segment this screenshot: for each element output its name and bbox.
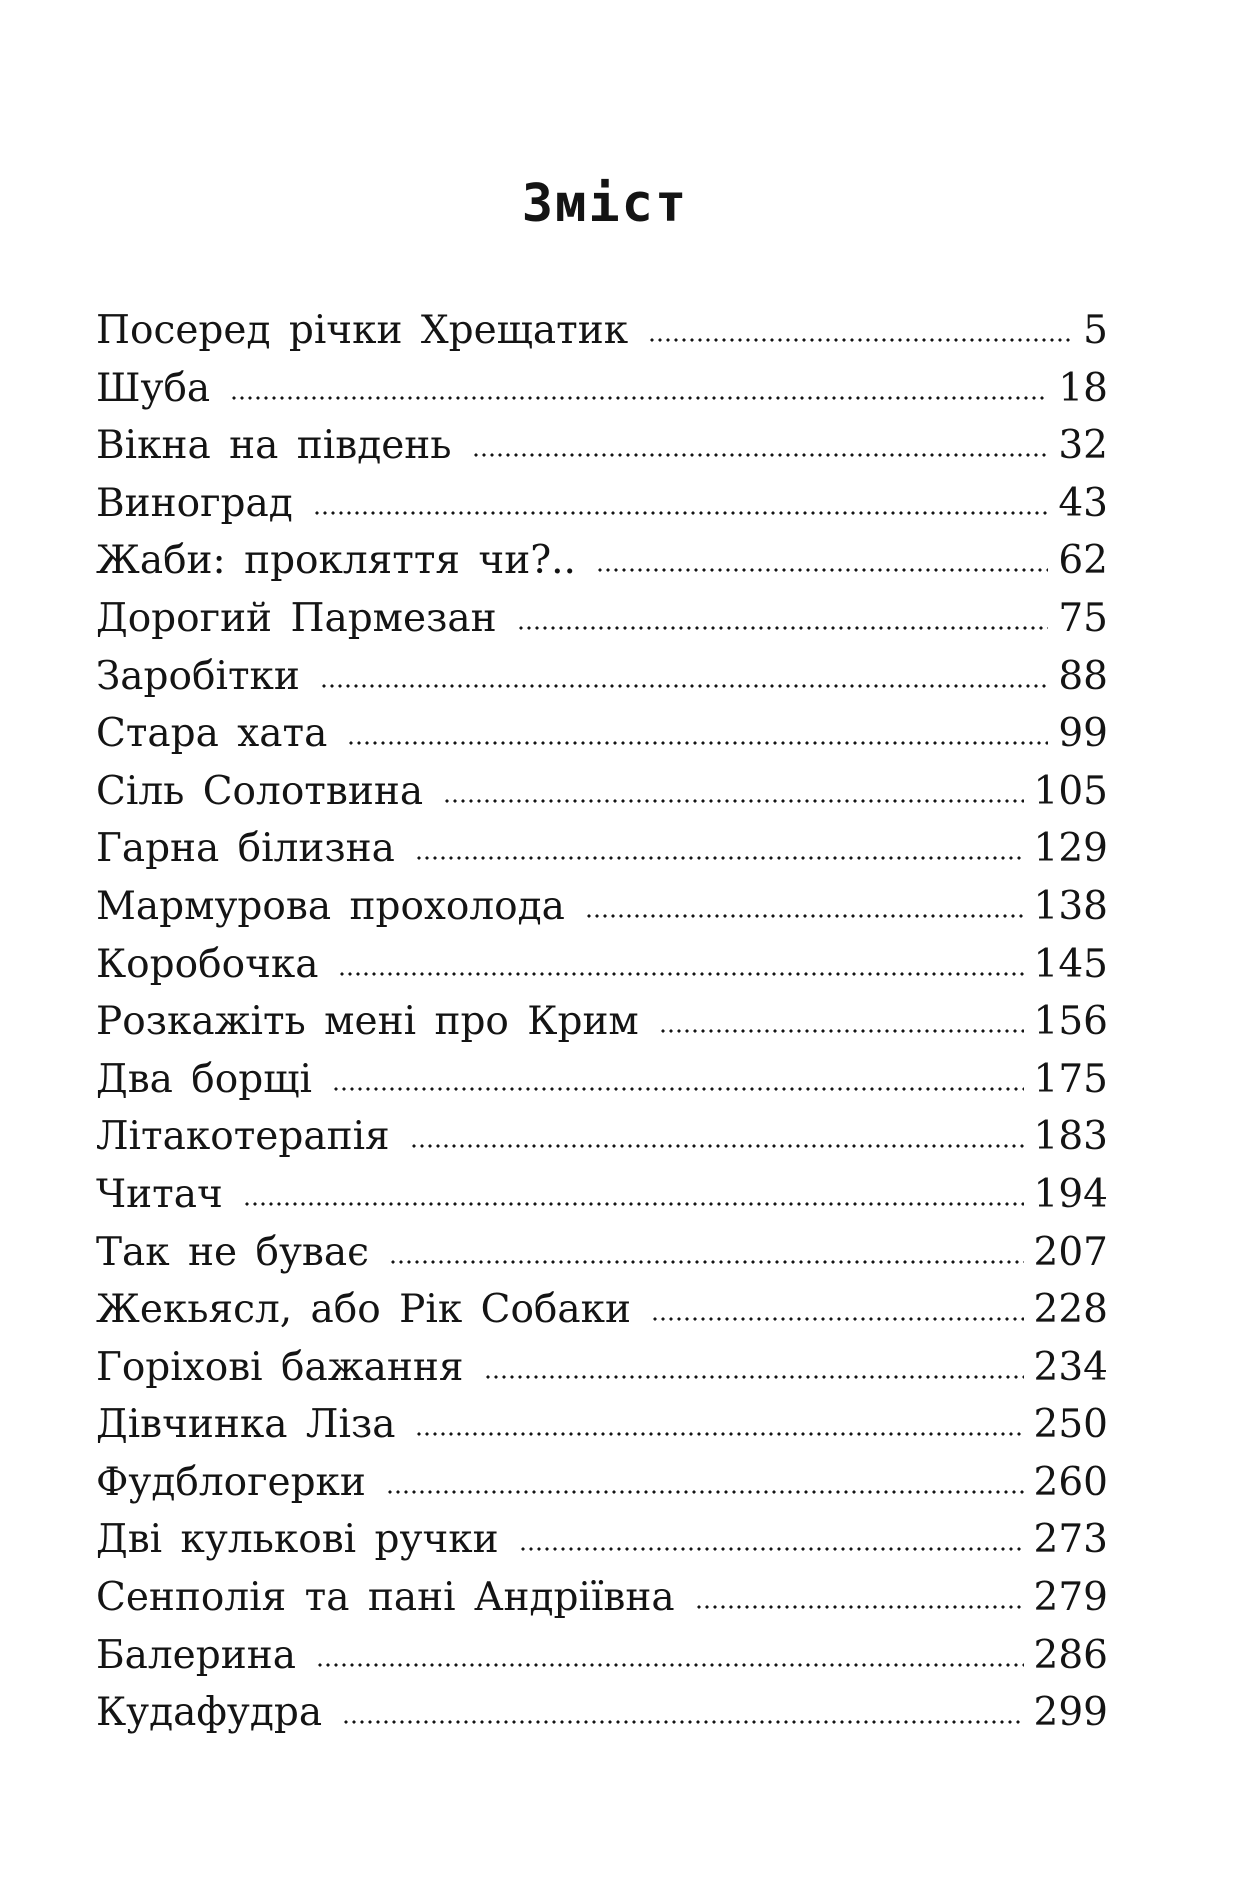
toc-entry	[96, 1051, 1108, 1109]
toc-entry-page-number: 88	[1058, 653, 1108, 699]
toc-entry-page-number: 279	[1033, 1575, 1108, 1621]
toc-entry	[96, 590, 1108, 648]
toc-entry	[96, 648, 1108, 706]
toc-entry-title: Горіхові бажання	[96, 1344, 464, 1390]
toc-entry	[96, 1224, 1108, 1282]
toc-entry-title: Два борщі	[96, 1056, 312, 1102]
dot-leader	[389, 1260, 1024, 1264]
toc-entry-title: Фудблогерки	[96, 1459, 366, 1505]
dot-leader	[695, 1605, 1024, 1609]
page-title: Зміст	[521, 174, 689, 234]
dot-leader	[316, 1663, 1024, 1667]
toc-entry-title: Дівчинка Ліза	[96, 1402, 396, 1448]
toc-entry-page-number: 105	[1033, 768, 1108, 814]
toc-entry	[96, 1627, 1108, 1685]
toc-entry	[96, 820, 1108, 878]
toc-entry-page-number: 5	[1083, 308, 1108, 353]
dot-leader	[659, 1029, 1024, 1033]
dot-leader	[585, 914, 1024, 918]
dot-leader	[415, 856, 1024, 860]
toc-entry-title: Мармурова прохолода	[96, 883, 565, 929]
toc-entry-title: Сенполія та пані Андріївна	[96, 1575, 675, 1621]
toc-entry	[96, 878, 1108, 936]
toc-entry-title: Балерина	[96, 1632, 296, 1678]
toc-entry	[96, 993, 1108, 1051]
toc-entry-page-number: 156	[1033, 999, 1108, 1045]
dot-leader	[443, 799, 1023, 803]
toc-entry-page-number: 32	[1058, 423, 1108, 469]
toc-entry-page-number: 62	[1058, 538, 1108, 584]
toc-entry	[96, 1684, 1108, 1742]
toc-entry-page-number: 99	[1058, 711, 1108, 757]
toc-entry-page-number: 145	[1033, 941, 1108, 987]
toc-entry	[96, 1511, 1108, 1569]
toc-entry-page-number: 260	[1033, 1459, 1108, 1505]
toc-entry-title: Коробочка	[96, 941, 319, 987]
dot-leader	[472, 453, 1049, 457]
dot-leader	[519, 1547, 1024, 1551]
dot-leader	[410, 1144, 1024, 1148]
dot-leader	[517, 626, 1049, 630]
toc-entry-title: Дві кулькові ручки	[96, 1517, 499, 1563]
toc-entry-title: Заробітки	[96, 653, 300, 699]
toc-entry	[96, 1166, 1108, 1224]
dot-leader	[338, 972, 1023, 976]
toc-entry-title: Читач	[96, 1171, 223, 1217]
toc-entry	[96, 1396, 1108, 1454]
dot-leader	[651, 1317, 1024, 1321]
toc-entry-page-number: 138	[1033, 883, 1108, 929]
toc-entry	[96, 475, 1108, 533]
toc-entry-page-number: 43	[1058, 480, 1108, 526]
toc-entry-title: Жаби: прокляття чи?..	[96, 538, 576, 584]
toc-entry-title: Посеред річки Хрещатик	[96, 308, 629, 353]
toc-entry-page-number: 183	[1033, 1114, 1108, 1160]
dot-leader	[484, 1375, 1024, 1379]
dot-leader	[230, 396, 1048, 400]
toc-entry-title: Так не буває	[96, 1229, 369, 1275]
dot-leader	[243, 1202, 1024, 1206]
toc-entry-title: Жекьясл, або Рік Собаки	[96, 1287, 632, 1333]
toc-entry-title: Виноград	[96, 480, 293, 526]
toc-entry	[96, 1339, 1108, 1397]
dot-leader	[596, 568, 1048, 572]
dot-leader	[648, 338, 1073, 342]
toc-entry-page-number: 250	[1033, 1402, 1108, 1448]
toc-entry	[96, 532, 1108, 590]
toc-entry-page-number: 75	[1058, 595, 1108, 641]
toc-entry	[96, 936, 1108, 994]
toc-entry-title: Літакотерапія	[96, 1114, 390, 1160]
table-of-contents	[96, 302, 1108, 1742]
toc-entry-page-number: 286	[1033, 1632, 1108, 1678]
toc-entry-page-number: 228	[1033, 1287, 1108, 1333]
toc-entry-page-number: 18	[1058, 365, 1108, 411]
toc-entry	[96, 1454, 1108, 1512]
dot-leader	[320, 684, 1048, 688]
toc-entry-title: Кудафудра	[96, 1690, 323, 1736]
toc-entry-page-number: 175	[1033, 1056, 1108, 1102]
toc-entry-page-number: 207	[1033, 1229, 1108, 1275]
toc-entry	[96, 763, 1108, 821]
toc-entry-title: Вікна на південь	[96, 423, 452, 469]
toc-entry-title: Шуба	[96, 365, 211, 411]
toc-entry-page-number: 273	[1033, 1517, 1108, 1563]
dot-leader	[342, 1720, 1023, 1724]
dot-leader	[313, 511, 1049, 515]
toc-entry	[96, 360, 1108, 418]
dot-leader	[415, 1432, 1023, 1436]
toc-entry-title: Розкажіть мені про Крим	[96, 999, 639, 1045]
toc-entry-page-number: 129	[1033, 826, 1108, 872]
toc-entry	[96, 705, 1108, 763]
dot-leader	[386, 1490, 1024, 1494]
dot-leader	[332, 1087, 1024, 1091]
toc-entry	[96, 1569, 1108, 1627]
toc-entry-title: Стара хата	[96, 711, 328, 757]
toc-entry	[96, 302, 1108, 360]
toc-entry-page-number: 194	[1033, 1171, 1108, 1217]
toc-entry	[96, 417, 1108, 475]
toc-entry-title: Гарна білизна	[96, 826, 395, 872]
dot-leader	[347, 741, 1048, 745]
toc-entry	[96, 1281, 1108, 1339]
toc-entry-page-number: 299	[1033, 1690, 1108, 1736]
toc-entry-title: Дорогий Пармезан	[96, 595, 497, 641]
toc-entry-title: Сіль Солотвина	[96, 768, 424, 814]
toc-entry-page-number: 234	[1033, 1344, 1108, 1390]
toc-entry	[96, 1108, 1108, 1166]
